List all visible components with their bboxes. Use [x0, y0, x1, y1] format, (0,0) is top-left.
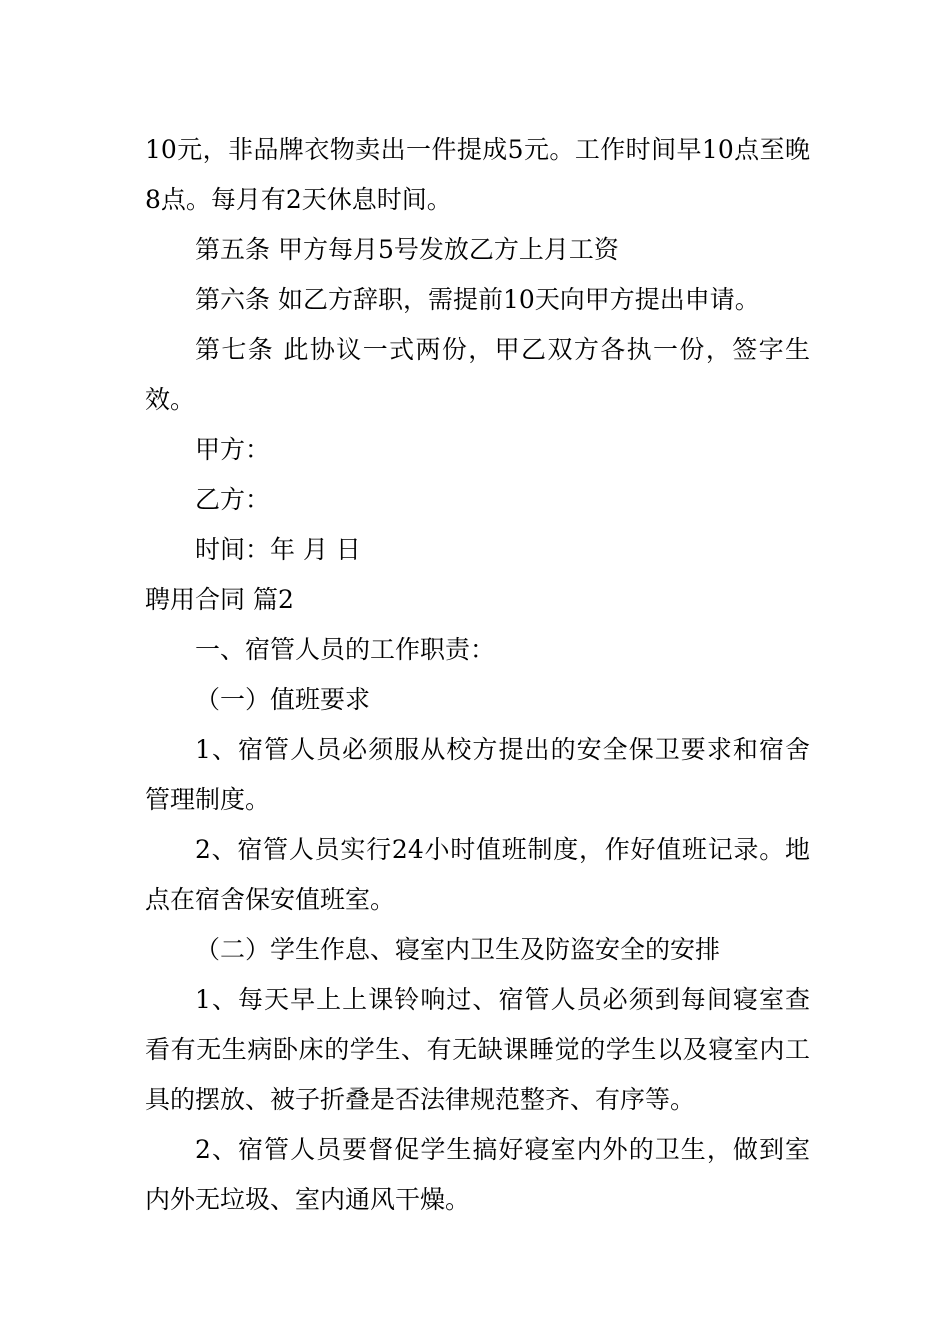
paragraph-article-7: 第七条 此协议一式两份，甲乙双方各执一份，签字生效。: [145, 335, 810, 414]
signature-party-a: 甲方：: [195, 435, 271, 464]
paragraph-schedule-2: 2、宿管人员要督促学生搞好寝室内外的卫生，做到室内外无垃圾、室内通风干燥。: [145, 1135, 810, 1214]
paragraph-duty-1: 1、宿管人员必须服从校方提出的安全保卫要求和宿舍管理制度。: [145, 735, 810, 814]
signature-party-b: 乙方：: [195, 485, 271, 514]
signature-date: 时间：年 月 日: [195, 535, 361, 564]
paragraph-duties-heading: 一、宿管人员的工作职责：: [195, 635, 496, 664]
paragraph-wage-terms: 10元，非品牌衣物卖出一件提成5元。工作时间早10点至晚8点。每月有2天休息时间。: [145, 135, 810, 214]
section-title: 聘用合同 篇2: [145, 585, 294, 614]
document-body: [145, 125, 810, 1225]
paragraph-article-6: 第六条 如乙方辞职，需提前10天向甲方提出申请。: [195, 285, 760, 314]
paragraph-article-5: 第五条 甲方每月5号发放乙方上月工资: [195, 235, 619, 264]
paragraph-duty-2: 2、宿管人员实行24小时值班制度，作好值班记录。地点在宿舍保安值班室。: [145, 835, 810, 914]
paragraph-schedule-heading: （二）学生作息、寝室内卫生及防盗安全的安排: [195, 935, 721, 964]
paragraph-schedule-1: 1、每天早上上课铃响过、宿管人员必须到每间寝室查看有无生病卧床的学生、有无缺课睡觉的学生以及寝室内工具的摆放、被子折叠是否法律规范整齐、有序等。: [145, 985, 810, 1114]
paragraph-duty-requirements: （一）值班要求: [195, 685, 371, 714]
